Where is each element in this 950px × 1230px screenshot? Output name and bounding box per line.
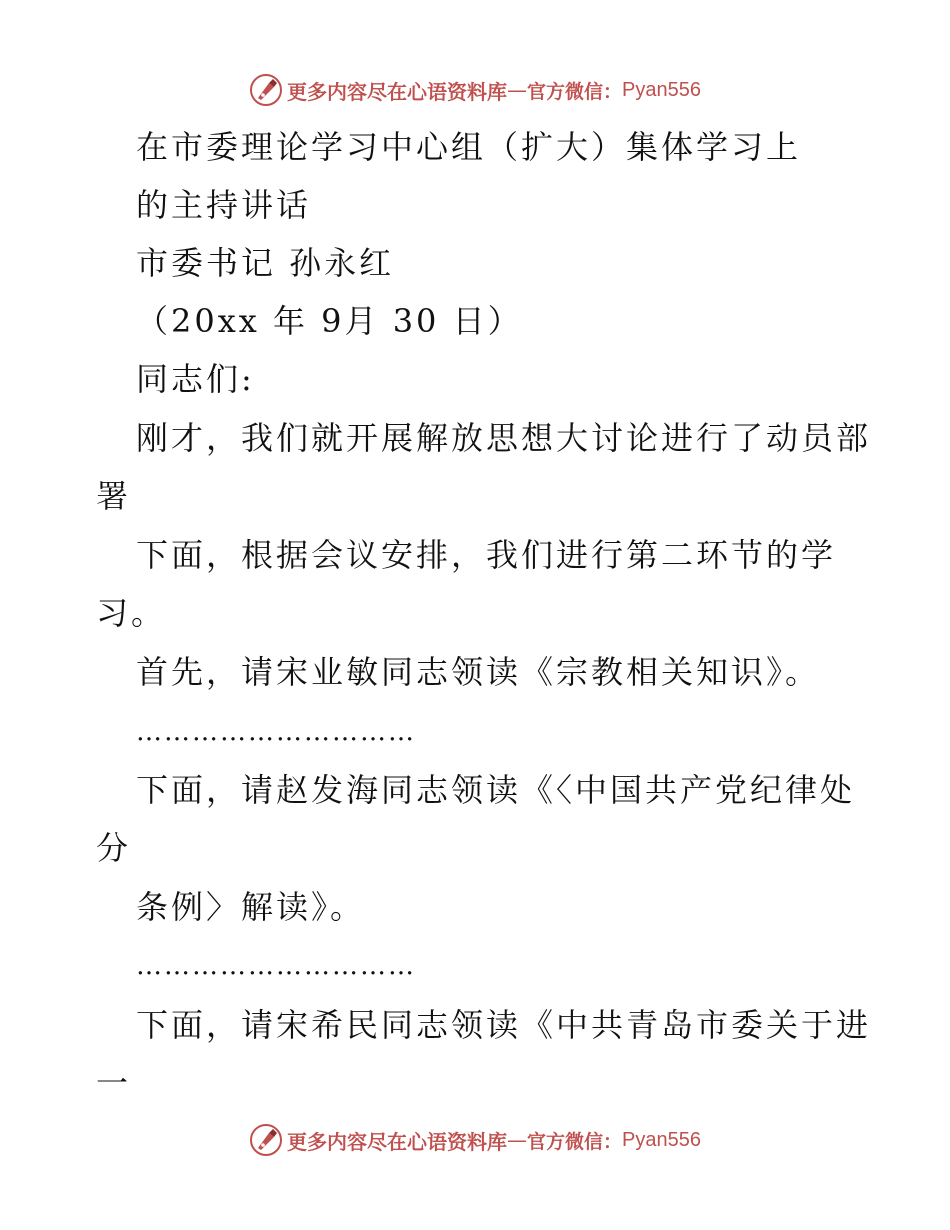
paragraph-5-line-2: 一 <box>96 1064 132 1102</box>
paragraph-2-line-1: 下面，根据会议安排，我们进行第二环节的学 <box>136 536 837 574</box>
ellipsis-separator-2: ………………………… <box>136 951 416 981</box>
ellipsis-separator-1: ………………………… <box>136 717 416 747</box>
title-line-1: 在市委理论学习中心组（扩大）集体学习上 <box>136 128 802 166</box>
pen-nib-logo-icon <box>249 1123 283 1157</box>
paragraph-4-line-1: 下面，请赵发海同志领读《〈中国共产党纪律处 <box>136 771 856 809</box>
paragraph-1-line-1: 刚才，我们就开展解放思想大讨论进行了动员部 <box>136 419 872 457</box>
paragraph-4-line-3: 条例〉解读》。 <box>136 888 366 926</box>
banner-wechat-id: Pyan556 <box>622 78 701 101</box>
paragraph-4-line-2: 分 <box>96 829 132 867</box>
banner-official-label: 官方微信： <box>527 80 623 103</box>
paragraph-3-line-1: 首先，请宋业敏同志领读《宗教相关知识》。 <box>136 653 821 691</box>
greeting-line: 同志们: <box>136 360 255 398</box>
banner-official-label: 官方微信： <box>527 1130 623 1153</box>
paragraph-5-line-1: 下面，请宋希民同志领读《中共青岛市委关于进 <box>136 1006 872 1044</box>
banner-main-text: 更多内容尽在心语资料库 <box>287 79 507 104</box>
author-line: 市委书记 孙永红 <box>136 244 395 282</box>
banner-wechat-id: Pyan556 <box>622 1128 701 1151</box>
pen-nib-logo-icon <box>249 73 283 107</box>
banner-main-text: 更多内容尽在心语资料库 <box>287 1129 507 1154</box>
title-line-2: 的主持讲话 <box>136 186 312 224</box>
banner-dash: — <box>507 78 527 102</box>
banner-dash: — <box>507 1128 527 1152</box>
footer-banner <box>0 1120 950 1160</box>
paragraph-1-line-2: 署 <box>96 477 132 515</box>
header-banner <box>0 70 950 110</box>
date-line: （20xx 年 9月 30 日） <box>136 302 523 340</box>
paragraph-2-line-2: 习。 <box>96 594 167 632</box>
